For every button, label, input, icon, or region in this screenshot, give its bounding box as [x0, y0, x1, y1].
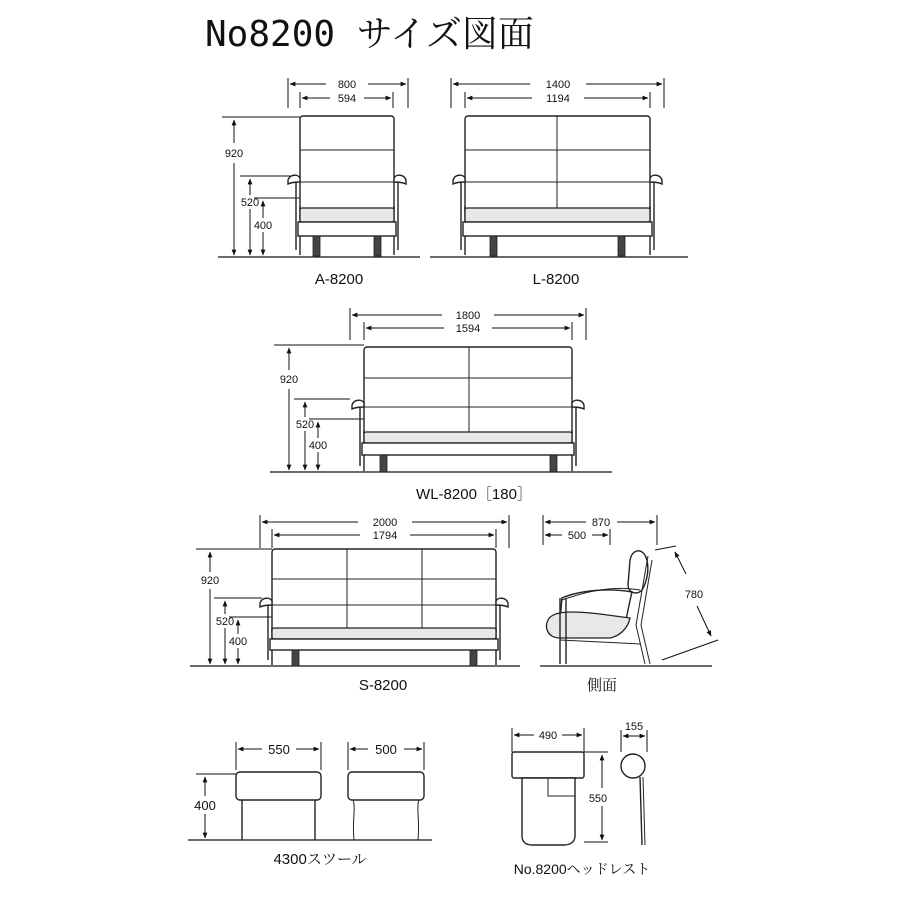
- headrest-label: No.8200ヘッドレスト: [513, 861, 651, 877]
- s-8200-width-inner: 1794: [372, 530, 398, 542]
- a-8200-label: A-8200: [314, 271, 364, 288]
- s-8200-label: S-8200: [358, 677, 408, 694]
- wl-8200-width-inner: 1594: [455, 323, 481, 335]
- headrest-width: 490: [538, 730, 558, 742]
- side-view-figure: [540, 515, 718, 694]
- page-title: No8200 サイズ図面: [205, 14, 534, 55]
- wl-8200-width-outer: 1800: [455, 310, 481, 322]
- l-8200-label: L-8200: [532, 271, 580, 288]
- wl-8200-height: 920: [279, 374, 299, 386]
- headrest-thickness: 155: [624, 721, 644, 733]
- side-diagonal: 780: [684, 589, 704, 601]
- stool-label: 4300スツール: [273, 851, 367, 868]
- side-depth-inner: 500: [567, 530, 587, 542]
- s-8200-height: 920: [200, 575, 220, 587]
- a-8200-figure: [218, 78, 420, 288]
- a-8200-arm-height: 520: [240, 197, 260, 209]
- s-8200-seat-height: 400: [228, 636, 248, 648]
- side-view-label: 側面: [586, 677, 618, 694]
- l-8200-width-outer: 1400: [545, 79, 571, 91]
- side-depth-outer: 870: [591, 517, 611, 529]
- s-8200-width-outer: 2000: [372, 517, 398, 529]
- stool-height: 400: [194, 798, 216, 813]
- l-8200-width-inner: 1194: [546, 93, 570, 105]
- s-8200-arm-height: 520: [215, 616, 235, 628]
- stool-depth: 500: [375, 742, 397, 757]
- stool-figure: [188, 742, 432, 868]
- l-8200-figure: [430, 78, 688, 288]
- s-8200-figure: [190, 515, 520, 694]
- wl-8200-figure: [270, 308, 612, 503]
- a-8200-height: 920: [224, 148, 244, 160]
- wl-8200-seat-height: 400: [308, 440, 328, 452]
- wl-8200-label: WL-8200［180］: [416, 486, 532, 503]
- a-8200-width-outer: 800: [337, 79, 357, 91]
- wl-8200-arm-height: 520: [295, 419, 315, 431]
- headrest-height: 550: [588, 793, 608, 805]
- headrest-figure: [512, 721, 650, 877]
- a-8200-seat-height: 400: [253, 220, 273, 232]
- a-8200-width-inner: 594: [337, 93, 357, 105]
- stool-width: 550: [268, 742, 290, 757]
